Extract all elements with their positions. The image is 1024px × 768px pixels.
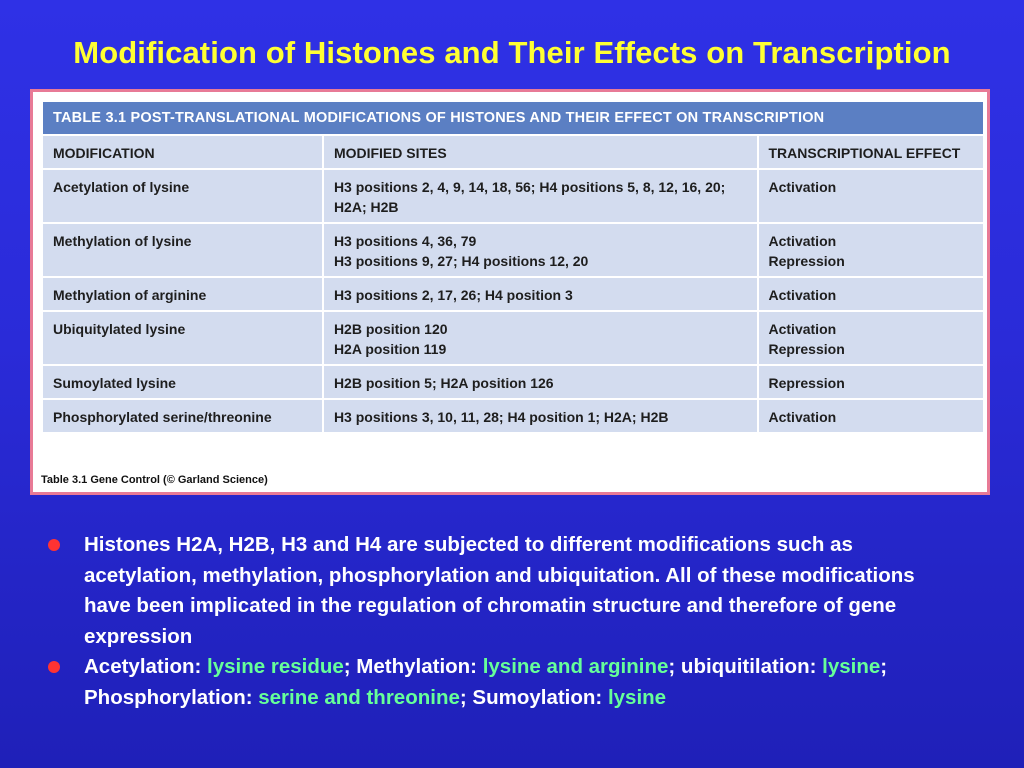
bullet-label-methylation: ; Methylation: <box>343 655 483 678</box>
bullet-item <box>46 652 966 713</box>
cell-sites: H3 positions 4, 36, 79 H3 positions 9, 27; H4 positions 12, 20 <box>324 224 759 278</box>
cell-effect: Activation Repression <box>759 312 984 366</box>
cell-sites: H2B position 120 H2A position 119 <box>324 312 759 366</box>
column-header-sites: MODIFIED SITES <box>324 136 759 170</box>
cell-modification: Acetylation of lysine <box>43 170 324 224</box>
cell-sites: H3 positions 3, 10, 11, 28; H4 position 1; H2A; H2B <box>324 400 759 434</box>
cell-modification: Methylation of arginine <box>43 278 324 312</box>
bullet-list <box>46 530 966 713</box>
cell-effect: Activation Repression <box>759 224 984 278</box>
table-row <box>43 366 983 400</box>
cell-sites: H3 positions 2, 17, 26; H4 position 3 <box>324 278 759 312</box>
bullet-item <box>46 530 966 652</box>
table-row <box>43 170 983 224</box>
table-frame <box>30 89 990 495</box>
cell-sites: H2B position 5; H2A position 126 <box>324 366 759 400</box>
histone-table <box>43 136 983 434</box>
table-row <box>43 312 983 366</box>
cell-modification: Methylation of lysine <box>43 224 324 278</box>
table-heading: TABLE 3.1 POST-TRANSLATIONAL MODIFICATIONS OF HISTONES AND THEIR EFFECT ON TRANSCRIPTION <box>43 102 983 134</box>
table-credit: Table 3.1 Gene Control (© Garland Science) <box>41 474 268 486</box>
highlight-lysine-sumo: lysine <box>607 685 667 709</box>
highlight-lysine-arginine: lysine and arginine <box>482 655 669 678</box>
highlight-serine-threonine: serine and threonine <box>258 685 460 709</box>
bullet-label-phosphorylation: ; Phosphorylation: <box>84 655 888 709</box>
highlight-lysine-residue: lysine residue <box>207 655 344 678</box>
highlight-lysine: lysine <box>822 655 881 678</box>
bullet-label-ubiquitilation: ; ubiquitilation: <box>668 655 823 678</box>
table-row <box>43 224 983 278</box>
bullet-label-sumoylation: ; Sumoylation: <box>459 685 608 709</box>
cell-effect: Activation <box>759 170 984 224</box>
bullet-label-acetylation: Acetylation: <box>84 655 208 678</box>
cell-effect: Repression <box>759 366 984 400</box>
cell-effect: Activation <box>759 278 984 312</box>
cell-sites: H3 positions 2, 4, 9, 14, 18, 56; H4 positions 5, 8, 12, 16, 20; H2A; H2B <box>324 170 759 224</box>
cell-modification: Phosphorylated serine/threonine <box>43 400 324 434</box>
cell-modification: Sumoylated lysine <box>43 366 324 400</box>
bullet-dot-icon <box>48 661 60 673</box>
column-header-effect: TRANSCRIPTIONAL EFFECT <box>759 136 984 170</box>
table-row <box>43 278 983 312</box>
bullet-text: Histones H2A, H2B, H3 and H4 are subjected to different modifications such as acetylation, methylation, phosphorylation and ubiquitation. All of these modifications have been implicated in the regulation of chromatin structure and therefore of gene expression <box>84 533 915 648</box>
cell-modification: Ubiquitylated lysine <box>43 312 324 366</box>
cell-effect: Activation <box>759 400 984 434</box>
bullet-dot-icon <box>48 539 60 551</box>
table-row <box>43 400 983 434</box>
column-header-modification: MODIFICATION <box>43 136 324 170</box>
table-header-row <box>43 136 983 170</box>
slide-title: Modification of Histones and Their Effects on Transcription <box>73 35 951 70</box>
